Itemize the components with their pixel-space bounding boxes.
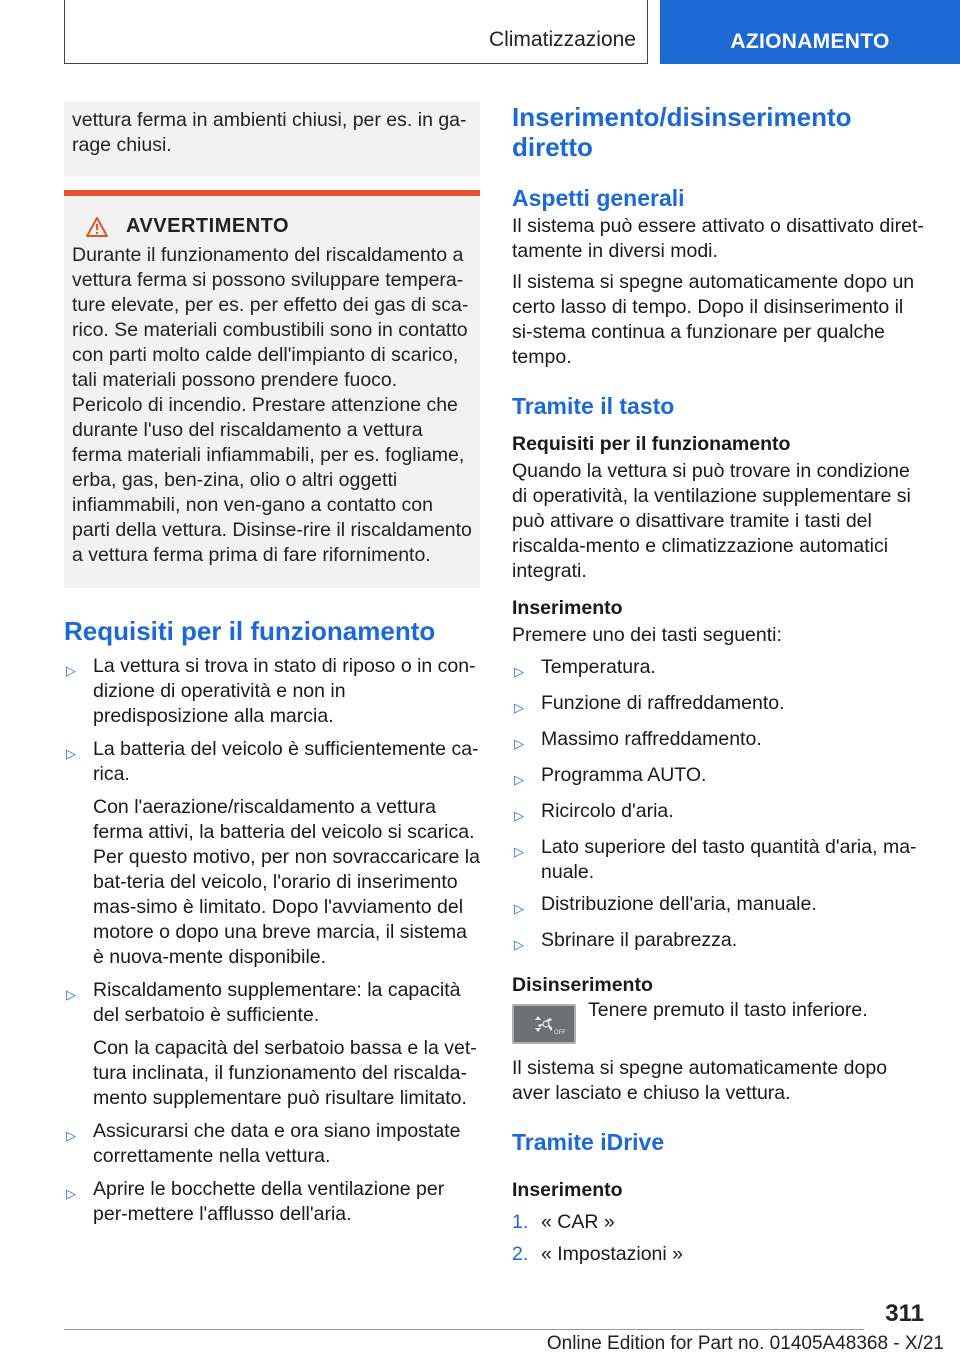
list-item xyxy=(512,1210,924,1235)
general-heading: Aspetti generali xyxy=(512,185,685,211)
left-column xyxy=(64,102,480,1227)
list-item: ▷ La vettura si trova in stato di riposo o in con-dizione di operatività e non in predisposizione alla marcia. xyxy=(66,655,476,727)
list-item: ▷ Programma AUTO. xyxy=(512,763,924,792)
idrive-on-subheading: Inserimento xyxy=(512,1179,623,1201)
list-item: ▷ Lato superiore del tasto quantità d'aria, ma-nuale. xyxy=(514,836,917,883)
requirements-heading: Requisiti per il funzionamento xyxy=(64,616,436,646)
step-number: 1. xyxy=(512,1211,529,1233)
bullet-triangle-icon: ▷ xyxy=(514,901,524,916)
chapter-tab: AZIONAMENTO xyxy=(660,0,960,64)
list-item-note: Con l'aerazione/riscaldamento a vettura ferma attivi, la batteria del veicolo si scarica. Per questo motivo, per non sovraccaricare la bat-teria del veicolo, l'orario di inserimento mas-simo è limitato. Dopo l'avviamento del motore o dopo una breve marcia, il sistema è nuova-mente disponibile. xyxy=(93,796,480,968)
bullet-triangle-icon: ▷ xyxy=(514,772,524,787)
bullet-triangle-icon: ▷ xyxy=(66,746,76,761)
footer-text: Online Edition for Part no. 01405A48368 - X/21 xyxy=(546,1333,944,1354)
direct-switch-heading: Inserimento/disinserimento diretto xyxy=(512,102,852,162)
list-item-note: Con la capacità del serbatoio bassa e la vet-tura inclinata, il funzionamento del riscalda-mento supplementare può risultare limitato. xyxy=(93,1037,477,1109)
step-text: « CAR » xyxy=(541,1211,615,1233)
list-item xyxy=(512,1242,924,1267)
switch-off-text: Tenere premuto il tasto inferiore. xyxy=(588,999,868,1021)
list-item: ▷ Assicurarsi che data e ora siano impostate correttamente nella vettura. xyxy=(66,1120,461,1167)
bullet-triangle-icon: ▷ xyxy=(66,1186,76,1201)
bullet-triangle-icon: ▷ xyxy=(514,808,524,823)
switch-on-subheading: Inserimento xyxy=(512,597,623,619)
section-title: Climatizzazione xyxy=(488,28,636,51)
list-item: ▷ Massimo raffreddamento. xyxy=(512,727,924,756)
bullet-triangle-icon: ▷ xyxy=(514,937,524,952)
list-item: ▷ Distribuzione dell'aria, manuale. xyxy=(512,892,924,921)
general-paragraph-1: Il sistema può essere attivato o disattivato diret-tamente in diversi modi. xyxy=(512,215,924,262)
bullet-triangle-icon: ▷ xyxy=(66,663,76,678)
switch-on-intro: Premere uno dei tasti seguenti: xyxy=(512,624,782,646)
warning-header xyxy=(72,214,472,239)
fan-off-icon xyxy=(524,1012,564,1036)
list-item: ▷ Sbrinare il parabrezza. xyxy=(512,928,924,957)
list-item: ▷ Riscaldamento supplementare: la capacità del serbatoio è sufficiente. xyxy=(66,979,461,1026)
bullet-triangle-icon: ▷ xyxy=(66,1128,76,1143)
idrive-heading: Tramite iDrive xyxy=(512,1129,665,1155)
button-method-heading: Tramite il tasto xyxy=(512,393,675,419)
list-item: ▷ Temperatura. xyxy=(512,655,924,684)
right-column xyxy=(512,102,924,1267)
auto-off-text: Il sistema si spegne automaticamente dopo aver lasciato e chiuso la vettura. xyxy=(512,1057,888,1104)
bullet-triangle-icon: ▷ xyxy=(514,664,524,679)
button-list xyxy=(512,655,924,957)
warning-text: Durante il funzionamento del riscaldamento a vettura ferma si possono sviluppare tempera-ture elevate, per es. per effetto dei gas di sca-rico. Se materiali combustibili sono in contatto con parti molto calde dell'impianto di scarico, tali materiali possono prendere fuoco. Pericolo di incendio. Prestare attenzione che durante l'uso del riscaldamento a vettura ferma materiali infiammabili, per es. fogliame, erba, gas, ben-zina, olio o altri oggetti infiammabili, non ven-gano a contatto con parti della vettura. Disinse-rire il riscaldamento a vettura ferma prima di fare rifornimento. xyxy=(72,244,472,566)
bullet-triangle-icon: ▷ xyxy=(514,844,524,859)
fan-off-button-image xyxy=(512,1004,576,1044)
bullet-triangle-icon: ▷ xyxy=(66,987,76,1002)
switch-off-row xyxy=(512,999,924,1044)
requirements-list xyxy=(64,654,480,1227)
bullet-triangle-icon: ▷ xyxy=(514,736,524,751)
svg-text:OFF: OFF xyxy=(554,1029,566,1036)
list-item: ▷ Aprire le bocchette della ventilazione per per-mettere l'afflusso dell'aria. xyxy=(66,1178,445,1225)
warning-box xyxy=(64,196,480,588)
warning-title: AVVERTIMENTO xyxy=(126,215,290,237)
list-item: ▷ La batteria del veicolo è sufficientemente ca-rica. xyxy=(66,738,479,785)
page-number: 311 xyxy=(885,1300,924,1327)
list-item: ▷ Funzione di raffreddamento. xyxy=(512,691,924,720)
step-text: « Impostazioni » xyxy=(541,1243,683,1265)
switch-off-subheading: Disinserimento xyxy=(512,974,653,996)
requirements-text: Quando la vettura si può trovare in condizione di operatività, la ventilazione supplementare si può attivare o disattivare tramite i tasti del riscalda-mento e climatizzazione automatici integrati. xyxy=(512,460,911,582)
requirements-subheading: Requisiti per il funzionamento xyxy=(512,433,791,455)
general-paragraph-2: Il sistema si spegne automaticamente dopo un certo lasso di tempo. Dopo il disinserimento il si-stema continua a funzionare per qualche tempo. xyxy=(512,271,915,368)
list-item: ▷ Ricircolo d'aria. xyxy=(512,799,924,828)
step-number: 2. xyxy=(512,1243,529,1265)
warning-icon xyxy=(86,217,108,237)
intro-box: vettura ferma in ambienti chiusi, per es. in ga-rage chiusi. xyxy=(64,102,480,176)
bullet-triangle-icon: ▷ xyxy=(514,700,524,715)
